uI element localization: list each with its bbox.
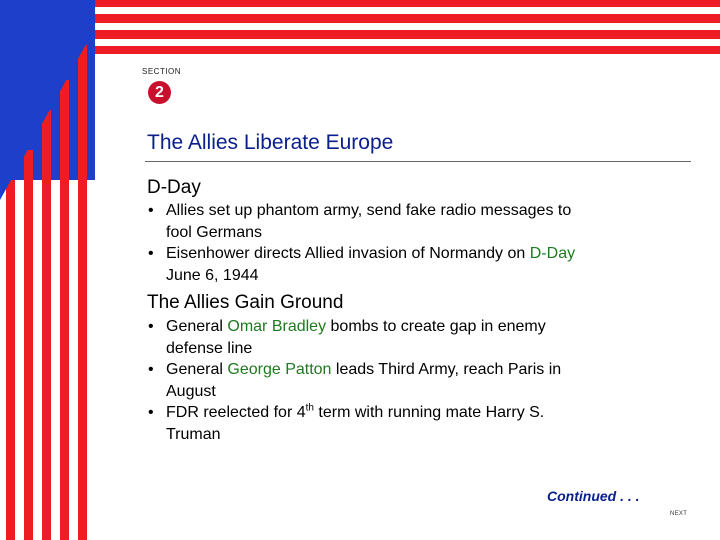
bullet-text: Eisenhower directs Allied invasion of Normandy on xyxy=(166,245,530,262)
highlighted-term: George Patton xyxy=(227,361,332,378)
section-label: SECTION xyxy=(142,67,182,76)
topic-heading-allies-gain-ground: The Allies Gain Ground xyxy=(147,292,344,313)
bullet-text: bombs to create gap in enemy defense line xyxy=(166,318,546,357)
next-button[interactable]: NEXT xyxy=(670,511,688,517)
section-number-badge: 2 xyxy=(148,81,171,104)
topic-bullets-allies-gain-ground xyxy=(146,316,586,445)
bullet-item xyxy=(146,359,586,402)
bullet-text: term with running mate Harry S. Truman xyxy=(166,404,545,443)
bullet-text: th xyxy=(305,402,314,414)
bullet-text: FDR reelected for 4 xyxy=(166,404,306,421)
page-title: The Allies Liberate Europe xyxy=(147,131,394,154)
title-divider xyxy=(145,161,691,162)
highlighted-term: D-Day xyxy=(529,245,576,262)
continued-link[interactable]: Continued . . . xyxy=(547,488,640,504)
bullet-item xyxy=(146,402,586,445)
bullet-text: General xyxy=(166,318,228,335)
highlighted-term: Omar Bradley xyxy=(227,318,327,335)
bullet-item xyxy=(146,243,596,286)
bullet-text: General xyxy=(166,361,228,378)
bullet-text: leads Third Army, reach Paris in August xyxy=(166,361,562,400)
topic-heading-dday: D-Day xyxy=(147,177,201,198)
topic-bullets-dday xyxy=(146,200,596,286)
bullet-text: Allies set up phantom army, send fake radio messages to fool Germans xyxy=(166,202,572,241)
bullet-item xyxy=(146,200,596,243)
bullet-item xyxy=(146,316,586,359)
bullet-text: June 6, 1944 xyxy=(166,266,259,284)
